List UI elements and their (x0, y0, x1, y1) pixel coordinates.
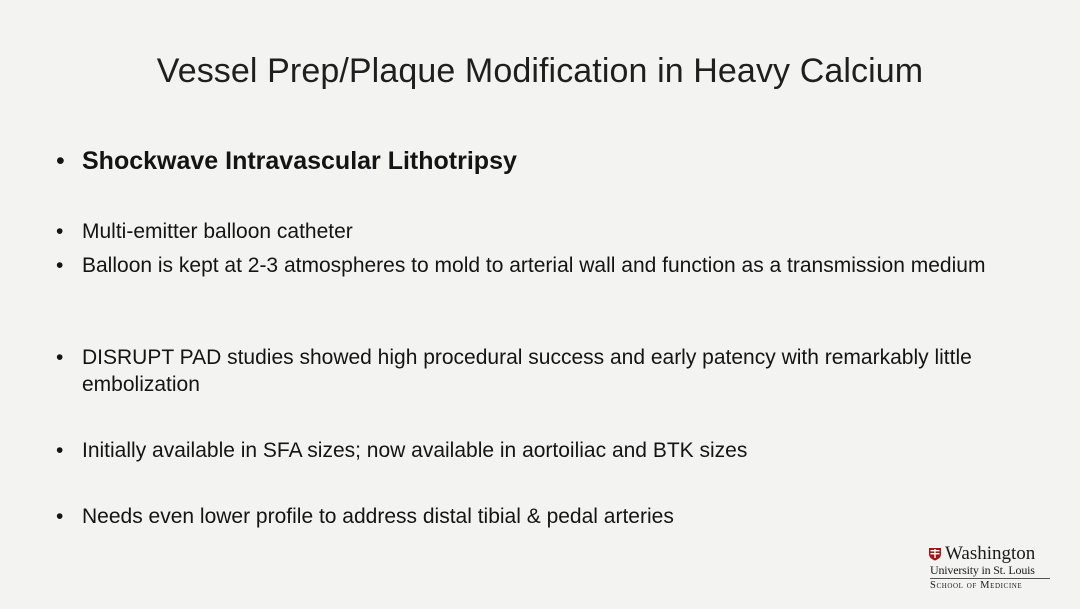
slide-title: Vessel Prep/Plaque Modification in Heavy Calcium (156, 52, 924, 90)
list-item (56, 218, 1016, 245)
heading-text: Shockwave Intravascular Lithotripsy (82, 147, 517, 175)
bullet-marker: • (56, 147, 65, 175)
bullet-text: Needs even lower profile to address distal tibial & pedal arteries (82, 505, 674, 528)
logo-wordmark (928, 545, 1035, 563)
bullet-text: Initially available in SFA sizes; now available in aortoiliac and BTK sizes (82, 439, 748, 462)
logo-name: Washington (945, 543, 1036, 564)
heading-bullet (56, 146, 1016, 176)
list-item (56, 437, 1016, 464)
bullet-marker: • (56, 254, 64, 277)
bullet-marker: • (56, 346, 64, 369)
bullet-text: Multi-emitter balloon catheter (82, 220, 353, 243)
shield-icon (928, 547, 942, 561)
bullet-marker: • (56, 439, 64, 462)
bullet-text: Balloon is kept at 2-3 atmospheres to mold to arterial wall and function as a transmission medium (82, 254, 986, 277)
list-item (56, 344, 1016, 398)
bullet-marker: • (56, 220, 64, 243)
list-item (56, 252, 1016, 279)
university-logo (928, 545, 1052, 593)
bullet-text: DISRUPT PAD studies showed high procedural success and early patency with remarkably little embolization (82, 346, 972, 396)
list-item (56, 503, 1016, 530)
bullet-marker: • (56, 505, 64, 528)
logo-school: School of Medicine (930, 580, 1023, 591)
logo-divider (930, 578, 1050, 579)
logo-university: University in St. Louis (930, 563, 1035, 577)
